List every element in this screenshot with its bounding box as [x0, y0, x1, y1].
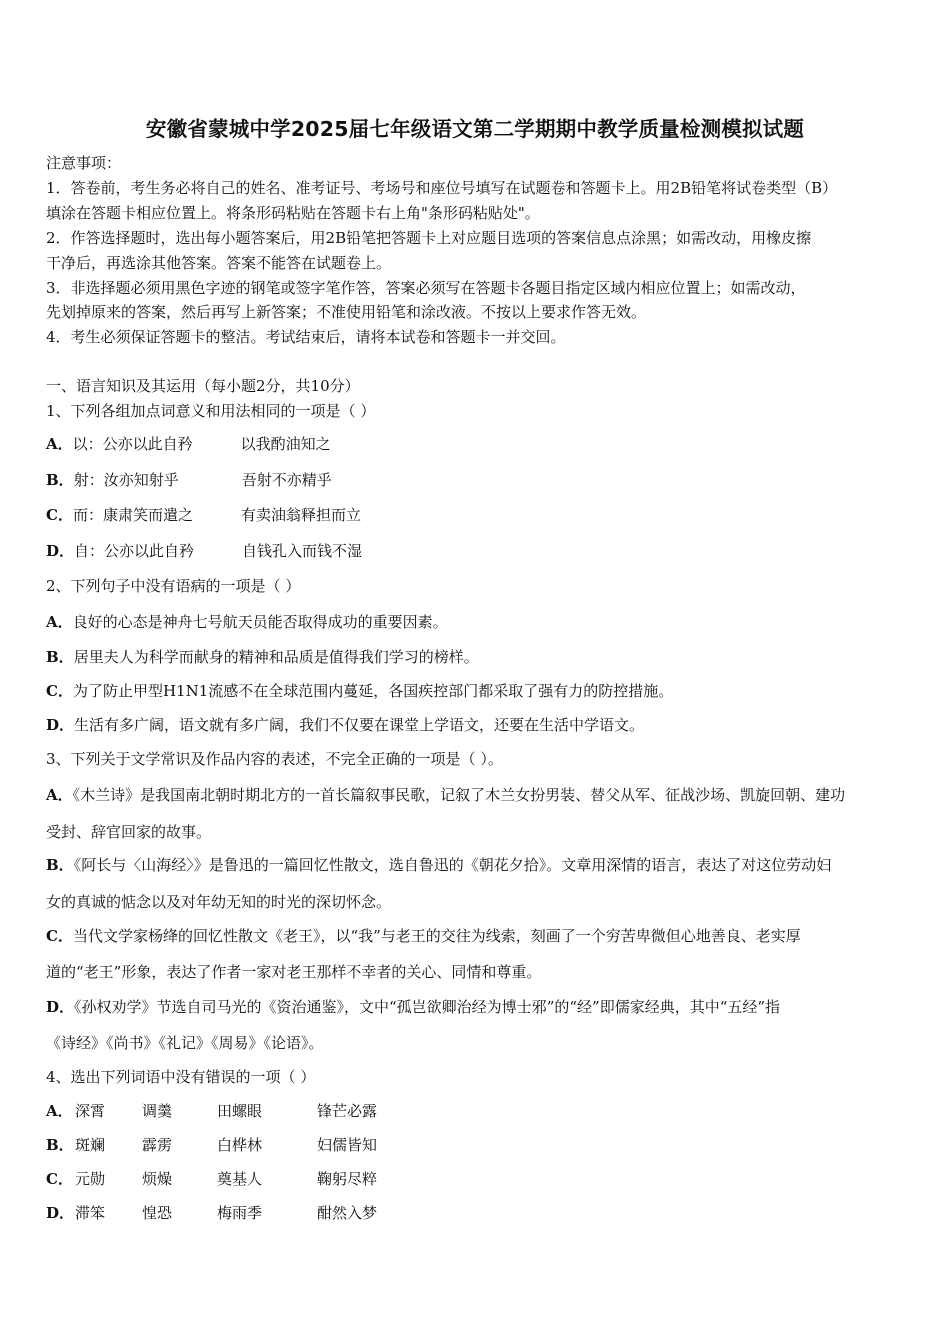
option-label: B．: [46, 1136, 74, 1154]
option-part: 射：汝亦知射乎: [73, 471, 179, 489]
word: 深霄: [75, 1102, 106, 1120]
option-part: 以：公亦以此自矜: [72, 435, 193, 453]
option-text: 当代文学家杨绛的回忆性散文《老王》，以“我”与老王的交往为线索，刻画了一个穷苦卑微但心地善良、老实厚: [72, 927, 801, 945]
q4-option-b: [46, 1135, 916, 1155]
notice-heading: 注意事项：: [46, 154, 122, 172]
option-text: 生活有多广阔，语文就有多广阔，我们不仅要在课堂上学语文，还要在生活中学语文。: [74, 716, 645, 734]
option-part: 而：康肃笑而遣之: [72, 506, 193, 524]
option-label: B．: [46, 856, 74, 874]
option-text: 《孙权劝学》节选自司马光的《资治通鉴》，文中“孤岂欲卿治经为博士邪”的“经”即儒家经典，其中“五经”指: [74, 998, 781, 1016]
option-label: D．: [46, 1204, 75, 1222]
notice-line: 先划掉原来的答案，然后再写上新答案；不准使用铅笔和涂改液。不按以上要求作答无效。: [46, 303, 647, 321]
question-3-stem: 3、下列关于文学常识及作品内容的表述，不完全正确的一项是（ ）。: [46, 750, 503, 768]
q1-option-a: [46, 434, 916, 454]
q3-option-d-cont: 《诗经》《尚书》《礼记》《周易》《论语》。: [46, 1034, 324, 1052]
q3-option-a: [46, 785, 916, 805]
option-text: 《木兰诗》是我国南北朝时期北方的一首长篇叙事民歌，记叙了木兰女扮男装、替父从军、征战沙场、凯旋回朝、建功: [72, 786, 846, 804]
word: 鞠躬尽粹: [317, 1170, 378, 1188]
option-label: C．: [46, 1170, 73, 1188]
option-label: D．: [46, 542, 75, 560]
word: 斑斓: [75, 1136, 106, 1154]
question-4-stem: 4、选出下列词语中没有错误的一项（ ）: [46, 1068, 316, 1086]
option-label: C．: [46, 927, 73, 945]
word: 酣然入梦: [317, 1204, 378, 1222]
q2-option-d: [46, 715, 916, 735]
option-label: D．: [46, 998, 75, 1016]
word: 梅雨季: [217, 1204, 263, 1222]
word: 白桦林: [217, 1136, 263, 1154]
option-label: A．: [46, 1102, 73, 1120]
q3-option-c: [46, 926, 916, 946]
notice-line: 1．答卷前，考生务必将自己的姓名、准考证号、考场号和座位号填写在试题卷和答题卡上。用2B铅笔将试卷类型（B）: [46, 179, 838, 197]
option-part: 自钱孔入而钱不湿: [242, 542, 363, 560]
option-part: 有卖油翁释担而立: [240, 506, 361, 524]
word: 妇儒皆知: [317, 1136, 378, 1154]
word: 滞笨: [75, 1204, 106, 1222]
q3-option-b: [46, 855, 916, 875]
q3-option-a-cont: 受封、辞官回家的故事。: [46, 823, 212, 841]
word: 田螺眼: [217, 1102, 263, 1120]
notice-line: 4．考生必须保证答题卡的整洁。考试结束后，请将本试卷和答题卡一并交回。: [46, 328, 566, 346]
word: 霹雳: [142, 1136, 173, 1154]
q1-option-b: [46, 470, 916, 490]
q3-option-b-cont: 女的真诚的惦念以及对年幼无知的时光的深切怀念。: [46, 893, 392, 911]
q4-option-d: [46, 1203, 916, 1223]
option-part: 自：公亦以此自矜: [74, 542, 195, 560]
word: 元勋: [75, 1170, 106, 1188]
notice-line: 干净后，再选涂其他答案。答案不能答在试题卷上。: [46, 254, 392, 272]
option-label: C．: [46, 682, 73, 700]
q2-option-a: [46, 612, 916, 632]
q3-option-c-cont: 道的“老王”形象，表达了作者一家对老王那样不幸者的关心、同情和尊重。: [46, 963, 542, 981]
q3-option-d: [46, 997, 916, 1017]
q2-option-b: [46, 647, 916, 667]
option-part: 吾射不亦精乎: [241, 471, 332, 489]
option-part: 以我酌油知之: [240, 435, 331, 453]
notice-line: 3．非选择题必须用黑色字迹的钢笔或签字笔作答，答案必须写在答题卡各题目指定区域内相应位置上；如需改动，: [46, 279, 806, 297]
notice-line: 2．作答选择题时，选出每小题答案后，用2B铅笔把答题卡上对应题目选项的答案信息点涂黑；如需改动，用橡皮擦: [46, 229, 812, 247]
option-label: B．: [46, 471, 74, 489]
option-label: C．: [46, 506, 73, 524]
q4-option-c: [46, 1169, 916, 1189]
option-text: 居里夫人为科学而献身的精神和品质是值得我们学习的榜样。: [73, 648, 479, 666]
q1-option-c: [46, 505, 916, 525]
option-label: D．: [46, 716, 75, 734]
option-label: A．: [46, 613, 73, 631]
word: 锋芒必露: [317, 1102, 378, 1120]
option-text: 为了防止甲型H1N1流感不在全球范围内蔓延，各国疾控部门都采取了强有力的防控措施。: [72, 682, 674, 700]
word: 烦燥: [142, 1170, 173, 1188]
notice-line: 填涂在答题卡相应位置上。将条形码粘贴在答题卡右上角"条形码粘贴处"。: [46, 204, 540, 222]
option-label: B．: [46, 648, 74, 666]
question-2-stem: 2、下列句子中没有语病的一项是（ ）: [46, 577, 301, 595]
q1-option-d: [46, 541, 916, 561]
word: 惶恐: [142, 1204, 173, 1222]
question-1-stem: 1、下列各组加点词意义和用法相同的一项是（ ）: [46, 402, 376, 420]
option-text: 《阿长与〈山海经〉》是鲁迅的一篇回忆性散文，选自鲁迅的《朝花夕拾》。文章用深情的语言，表达了对这位劳动妇: [73, 856, 832, 874]
option-label: A．: [46, 435, 73, 453]
section-heading: 一、语言知识及其运用（每小题2分，共10分）: [46, 377, 360, 395]
word: 调羹: [142, 1102, 173, 1120]
page-title: 安徽省蒙城中学2025届七年级语文第二学期期中教学质量检测模拟试题: [145, 117, 805, 141]
option-text: 良好的心态是神舟七号航天员能否取得成功的重要因素。: [72, 613, 448, 631]
word: 奠基人: [217, 1170, 263, 1188]
q4-option-a: [46, 1101, 916, 1121]
q2-option-c: [46, 681, 916, 701]
option-label: A．: [46, 786, 73, 804]
